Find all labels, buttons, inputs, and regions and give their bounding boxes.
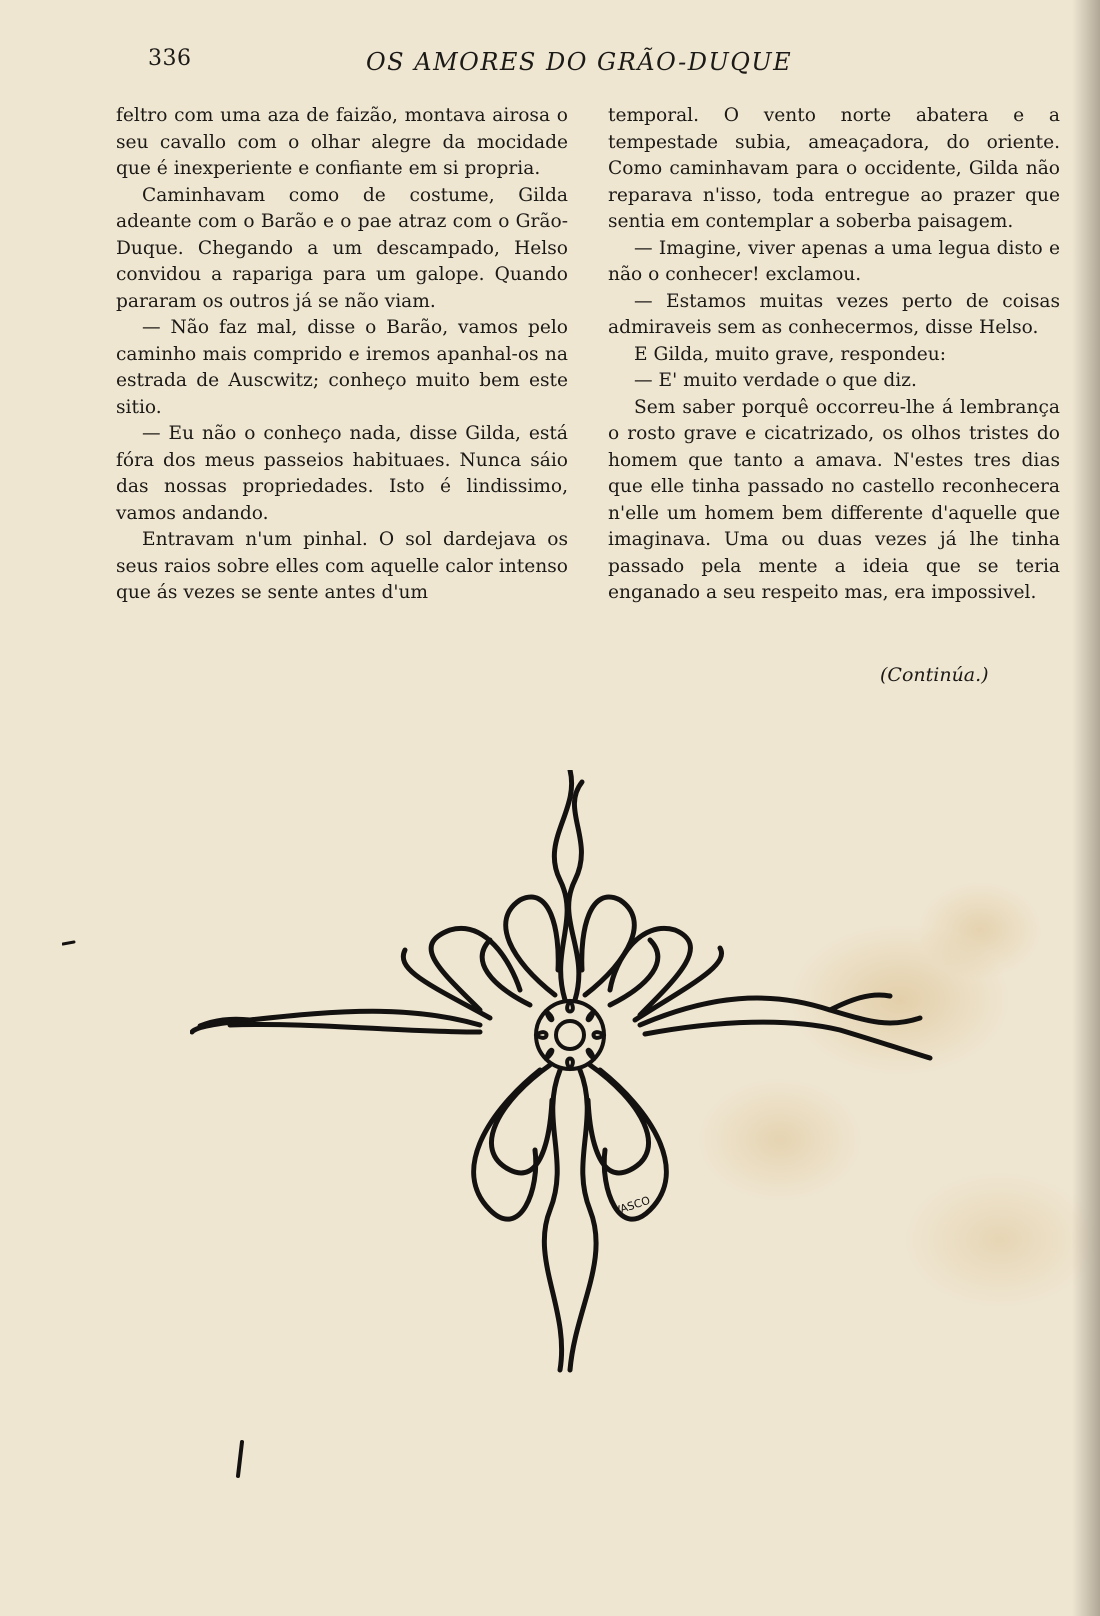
paragraph: E Gilda, muito grave, respondeu: (634, 343, 947, 365)
right-column (608, 103, 1060, 607)
ornament-top-arm (482, 770, 658, 1005)
page-header (148, 44, 848, 84)
ornament-left-arm (192, 928, 520, 1032)
paragraph: — Estamos muitas vezes perto de coisas admiraveis sem as conhecermos, disse Helso. (608, 290, 1060, 338)
continued-note: (Continúa.) (880, 664, 989, 686)
paragraph: — Eu não o conheço nada, disse Gilda, está fóra dos meus passeios habituaes. Nunca sáio das nossas propriedades. Isto é lindissimo, vamos andando. (116, 423, 568, 524)
ornament-bottom-arm (474, 1065, 667, 1370)
paragraph: feltro com uma aza de faizão, montava airosa o seu cavallo com o olhar alegre da mocidade que é inexperiente e confiante em si propria. (116, 105, 568, 179)
ornament-center-flower (536, 1001, 604, 1069)
paragraph: Sem saber porquê occorreu-lhe á lembrança o rosto grave e cicatrizado, os olhos tristes do homem que tanto a amava. N'estes tres dias que elle tinha passado no castello reconhecera n'elle um homem bem differente d'aquelle que imaginava. Uma ou duas vezes já lhe tinha passado pela mente a ideia que se teria enganado a seu respeito mas, era impossivel. (608, 396, 1060, 603)
running-title: OS AMORES DO GRÃO-DUQUE (366, 48, 793, 76)
paragraph: — E' muito verdade o que diz. (634, 370, 917, 391)
paragraph: Entravam n'um pinhal. O sol dardejava os seus raios sobre elles com aquelle calor intenso que ás vezes se sente antes d'um (116, 529, 568, 603)
paragraph: Caminhavam como de costume, Gilda adeante com o Barão e o pae atraz com o Grão-Duque. Chegando a um descampado, Helso convidou a rapariga para um galope. Quando pararam os outros já se não viam. (116, 184, 568, 312)
ornament-signature: VASCO (611, 1193, 652, 1218)
ink-speck (234, 1440, 246, 1480)
art-nouveau-flower-ornament (190, 770, 960, 1420)
paragraph: temporal. O vento norte abatera e a tempestade subia, ameaçadora, do oriente. Como caminhavam para o occidente, Gilda não reparava n'isso, toda entregue ao prazer que sentia em contemplar a soberba paisagem. (608, 105, 1060, 232)
paragraph: — Imagine, viver apenas a uma legua disto e não o conhecer! exclamou. (608, 237, 1060, 285)
left-column (116, 103, 568, 607)
paragraph: — Não faz mal, disse o Barão, vamos pelo caminho mais comprido e iremos apanhal-os na estrada de Auscwitz; conheço muito bem este sitio. (116, 317, 568, 418)
page-spine-shadow (1072, 0, 1100, 1616)
ink-speck (62, 938, 76, 948)
page-number: 336 (148, 46, 192, 71)
